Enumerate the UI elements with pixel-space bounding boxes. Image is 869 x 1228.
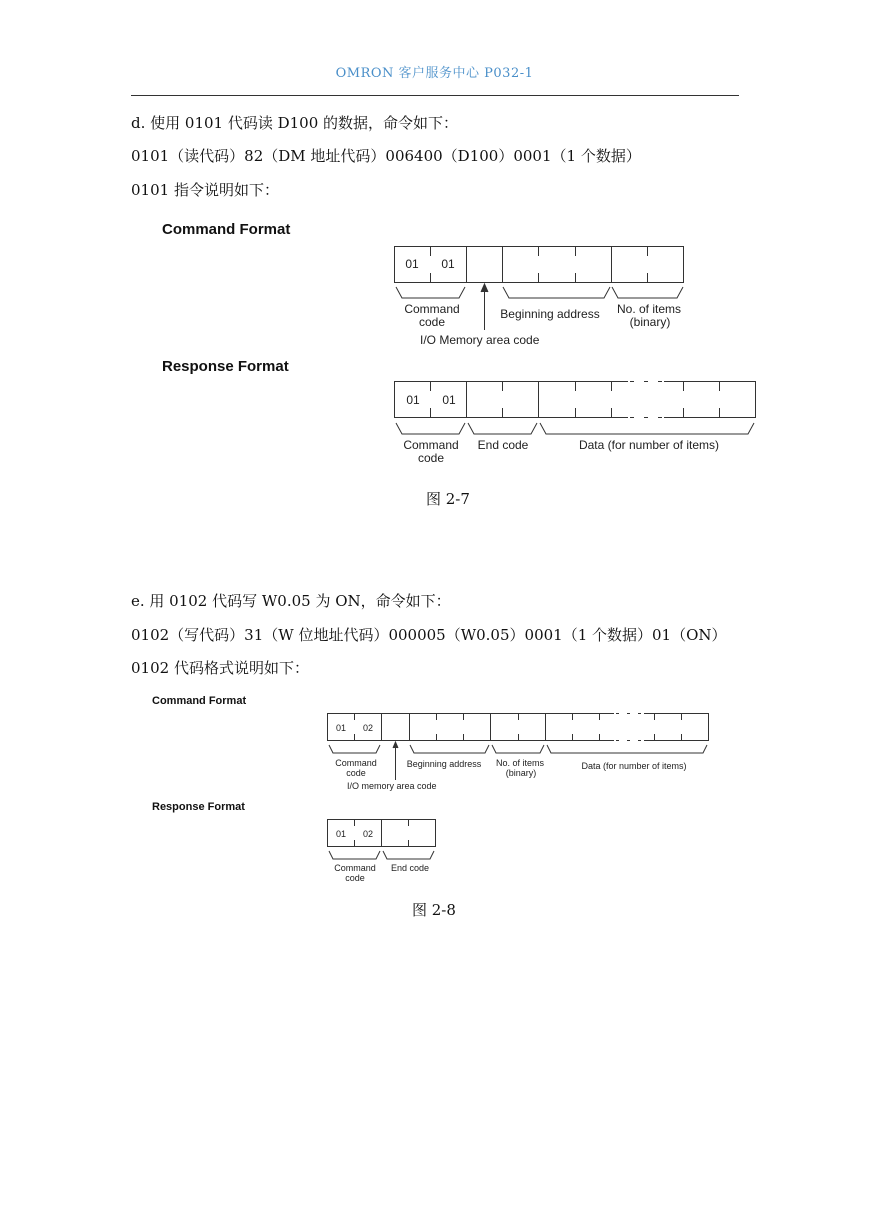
page-header: OMRON 客户服务中心 P032-1 [335, 66, 534, 81]
figure-2-7-caption: 图 2-7 [426, 490, 470, 508]
fig28-end-code-label: End code [390, 863, 430, 873]
fig28-command-code-label-1: Command [335, 758, 377, 768]
section-e-line-2: 0102（写代码）31（W 位地址代码）000005（W0.05）0001（1 个数据）01（ON） [131, 626, 727, 644]
section-e-line-3: 0102 代码格式说明如下： [131, 659, 309, 677]
fig27-io-area-label: I/O Memory area code [420, 333, 540, 347]
section-e-line-1: e. 用 0102 代码写 W0.05 为 ON，命令如下： [131, 592, 451, 610]
fig27-response-format-title: Response Format [162, 358, 289, 375]
fig27-resp-code-2: 01 [442, 393, 456, 407]
fig28-resp-code-2: 02 [362, 829, 374, 839]
figure-2-8-diagram [0, 680, 869, 920]
fig27-end-code-label: End code [477, 438, 529, 452]
figure-2-8-caption: 图 2-8 [412, 901, 456, 919]
fig28-command-format-title: Command Format [152, 695, 247, 707]
fig28-command-code-label-2: code [346, 768, 366, 778]
figure-2-7-diagram [0, 0, 869, 520]
fig27-command-format-title: Command Format [162, 221, 291, 238]
fig28-resp-command-code-label-2: code [345, 873, 365, 883]
fig27-resp-code-1: 01 [406, 393, 420, 407]
section-d-line-2: 0101（读代码）82（DM 地址代码）006400（D100）0001（1 个数据） [131, 147, 641, 165]
fig28-io-area-label: I/O memory area code [347, 781, 437, 791]
fig28-resp-command-code-label-1: Command [334, 863, 376, 873]
fig27-beginning-address-label: Beginning address [500, 307, 600, 321]
fig27-resp-command-code-label-1: Command [403, 438, 459, 452]
fig27-items-label-2: (binary) [629, 315, 671, 329]
fig27-data-label: Data (for number of items) [578, 438, 720, 452]
fig27-command-code-label-1: Command [404, 302, 460, 316]
fig28-cmd-code-2: 02 [362, 723, 374, 733]
fig28-items-label-2: (binary) [505, 768, 537, 778]
fig28-beginning-address-label: Beginning address [406, 759, 482, 769]
fig28-cmd-code-1: 01 [335, 723, 347, 733]
fig28-items-label-1: No. of items [495, 758, 545, 768]
fig28-resp-code-1: 01 [335, 829, 347, 839]
fig28-data-label: Data (for number of items) [581, 761, 687, 771]
fig27-cmd-code-2: 01 [441, 257, 455, 271]
section-d-line-3: 0101 指令说明如下： [131, 181, 279, 199]
fig27-resp-command-code-label-2: code [417, 451, 445, 465]
fig27-items-label-1: No. of items [616, 302, 682, 316]
fig27-command-code-label-2: code [418, 315, 446, 329]
fig28-response-format-title: Response Format [152, 801, 245, 813]
section-d-line-1: d. 使用 0101 代码读 D100 的数据，命令如下： [131, 114, 459, 132]
fig27-cmd-code-1: 01 [405, 257, 419, 271]
